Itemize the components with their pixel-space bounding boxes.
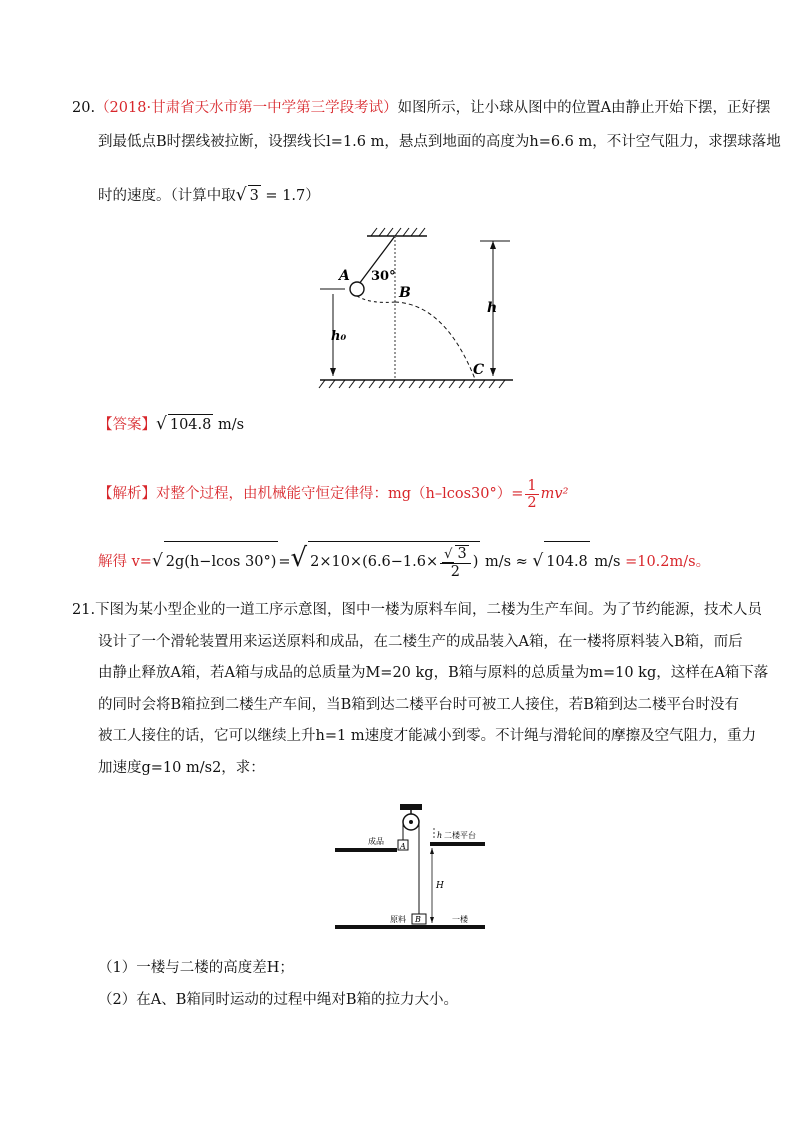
solve-unit2: m/s [589, 554, 621, 570]
solve-prefix: 解得 v= [98, 554, 152, 570]
q20-solve [98, 538, 710, 582]
answer-unit: m/s [213, 417, 245, 433]
label-B: B [399, 285, 411, 301]
sqrt-sign: √ [151, 551, 163, 571]
label-second-floor: 二楼平台 [444, 831, 476, 840]
q21-text-4: 被工人接住的话，它可以继续上升h=1 m速度才能减小到零。不计绳与滑轮间的摩擦及空气阻力，重力 [98, 728, 757, 744]
q21-text-2: 由静止释放A箱，若A箱与成品的总质量为M=20 kg，B箱与原料的总质量为m=10 kg，这样在A箱下落 [98, 665, 769, 681]
label-H: H [436, 881, 444, 891]
answer-tag: 【答案】 [98, 417, 156, 433]
q20-analysis [98, 476, 568, 512]
solve-result: =10.2m/s。 [620, 554, 711, 570]
q20-source: （2018·甘肃省天水市第一中学第三学段考试） [95, 100, 398, 116]
label-raw: 原料 [390, 915, 406, 924]
q20-line1 [72, 98, 771, 118]
label-small-h: h [437, 831, 443, 840]
q20-line3-suffix: = 1.7） [260, 188, 320, 204]
q20-line3-prefix: 时的速度。（计算中取 [98, 188, 236, 204]
sqrt-sign: √ [290, 543, 308, 573]
solve-eq: = [278, 554, 291, 570]
q20-line1-text: 如图所示，让小球从图中的位置A由静止开始下摆，正好摆 [397, 100, 771, 116]
analysis-fraction [525, 478, 538, 511]
sqrt-sign: √ [156, 414, 167, 434]
label-product: 成品 [368, 837, 384, 846]
q20-line2: 到最低点B时摆线被拉断，设摆线长l=1.6 m，悬点到地面的高度为h=6.6 m，不计空气阻力，求摆球落地 [98, 134, 781, 150]
label-h: h [487, 300, 498, 316]
q21-text-0: 下图为某小型企业的一道工序示意图，图中一楼为原料车间，二楼为生产车间。为了节约能源，技术人员 [95, 602, 763, 618]
frac-numerator: 1 [527, 477, 537, 494]
solve-rad3: 104.8 [544, 541, 590, 582]
answer-radicand: 104.8 [168, 414, 214, 435]
analysis-tag: 【解析】 [98, 486, 156, 502]
solve-rad2-a: 2×10×(6.6−1.6× [310, 554, 439, 570]
label-first-floor: 一楼 [452, 915, 468, 924]
q21-number: 21. [72, 602, 96, 618]
label-A: A [339, 268, 350, 284]
label-box-A: A [400, 842, 406, 851]
solve-rad1: 2g(h−lcos 30°) [164, 541, 279, 582]
q20-number: 20. [72, 100, 96, 116]
label-angle: 30° [371, 269, 396, 284]
sqrt-sign: √ [532, 551, 544, 571]
analysis-tail: mv² [540, 486, 569, 502]
sqrt-sign: √ [235, 185, 247, 205]
solve-fraction [440, 545, 471, 580]
solve-rad2-sqrt: 3 [457, 545, 467, 562]
frac-denominator: 2 [527, 494, 537, 511]
pendulum-figure [315, 222, 525, 397]
frac-numerator: √ 3 [440, 545, 471, 564]
solve-unit1: m/s ≈ [480, 554, 533, 570]
solve-rad2 [308, 541, 480, 582]
q21-sub2: （2）在A、B箱同时运动的过程中绳对B箱的拉力大小。 [98, 992, 459, 1008]
solve-rad2-b: ) [472, 554, 479, 570]
q20-line3 [98, 185, 320, 206]
analysis-text: 对整个过程，由机械能守恒定律得：mg（h–lcos30°）= [156, 486, 524, 502]
label-h0: h₀ [331, 329, 347, 344]
q21-text-3: 的同时会将B箱拉到二楼生产车间，当B箱到达二楼平台时可被工人接住，若B箱到达二楼平台时没有 [98, 697, 739, 713]
label-C: C [473, 362, 485, 378]
q21-line1 [72, 600, 762, 620]
q21-text-5: 加速度g=10 m/s2，求： [98, 760, 265, 776]
q20-answer [98, 414, 244, 435]
frac-denominator: 2 [450, 563, 461, 580]
q20-line3-radicand: 3 [248, 185, 261, 206]
q21-sub1: （1）一楼与二楼的高度差H； [98, 960, 294, 976]
q21-text-1: 设计了一个滑轮装置用来运送原料和成品，在二楼生产的成品装入A箱，在一楼将原料装入B箱，而后 [98, 634, 743, 650]
label-box-B: B [415, 915, 421, 924]
pulley-figure [330, 800, 490, 940]
